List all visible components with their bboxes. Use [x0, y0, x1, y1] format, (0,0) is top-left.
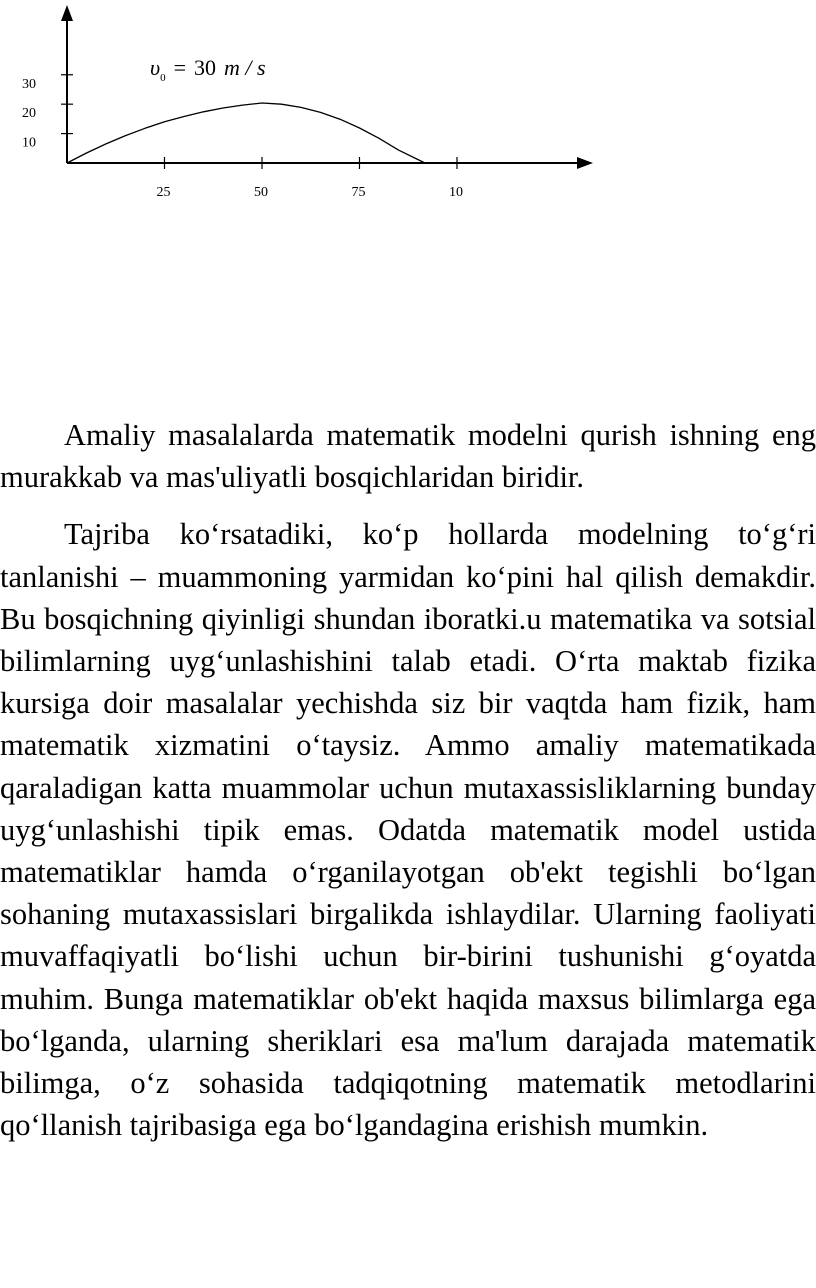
y-axis-arrow [61, 5, 73, 21]
y-tick-label: 20 [22, 106, 36, 122]
velocity-label [150, 55, 266, 84]
paragraph: Tajriba ko‘rsatadiki, ko‘p hollarda modelning to‘g‘ri tanlanishi – muammoning yarmidan ko‘pini hal qilish demakdir. Bu bosqichning qiyinligi shundan iboratki.u matematika va sotsial bilimlarning uyg‘unlashishini talab etadi. O‘rta maktab fizika kursiga doir masalalar yechishda siz bir vaqtda ham fizik, ham matematik xizmatini o‘taysiz. Ammo amaliy matematikada qaraladigan katta muammolar uchun mutaxassisliklarning bunday uyg‘unlashishi tipik emas. Odatda matematik model ustida matematiklar hamda o‘rganilayotgan ob'ekt tegishli bo‘lgan sohaning mutaxassislari birgalikda ishlaydilar. Ularning faoliyati muvaffaqiyatli bo‘lishi uchun bir-birini tushunishi g‘oyatda muhim. Bunga matematiklar ob'ekt haqida maxsus bilimlarga ega bo‘lganda, ularning sheriklari esa ma'lum darajada matematik bilimga, o‘z sohasida tadqiqotning matematik metodlarini qo‘llanish tajribasiga ega bo‘lgandagina erishish mumkin. [0, 517, 816, 1143]
x-tick-label: 25 [156, 185, 171, 200]
x-tick-label: 10 [448, 185, 463, 200]
velocity-symbol: υ [150, 55, 161, 80]
x-axis-arrow [577, 157, 593, 169]
trajectory-figure [0, 0, 620, 200]
paragraph: Amaliy masalalarda matematik modelni qurish ishning eng murakkab va mas'uliyatli bosqichlaridan biridir. [0, 418, 816, 495]
velocity-subscript: 0 [160, 72, 166, 84]
x-tick-label: 75 [351, 185, 366, 200]
velocity-value: 30 [194, 55, 217, 80]
y-tick-label: 30 [22, 76, 36, 92]
x-tick-label: 50 [253, 185, 268, 200]
text-body [0, 414, 816, 1161]
y-tick-label: 10 [22, 135, 36, 151]
velocity-equals: = [173, 55, 187, 80]
trajectory-curve [67, 103, 425, 163]
trajectory-chart [0, 0, 620, 200]
velocity-unit: m / s [224, 55, 266, 80]
